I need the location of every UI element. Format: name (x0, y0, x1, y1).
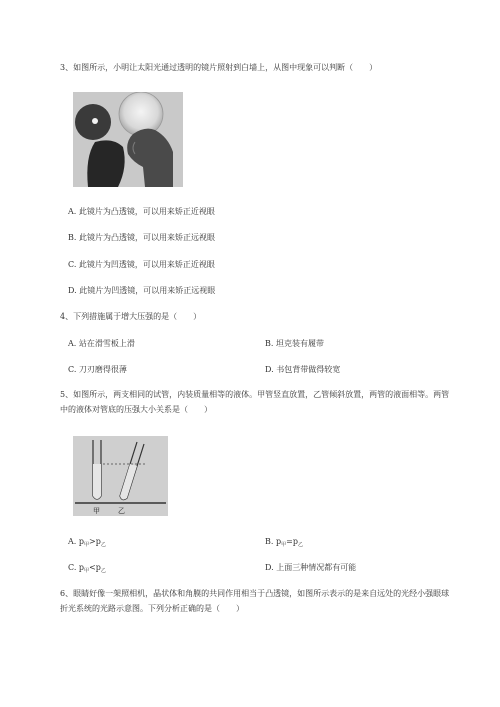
question-6-stem: 6、眼睛好像一架照相机，晶状体和角膜的共同作用相当于凸透镜，如图所示表示的是来自远处的光经小强眼球折光系统的光路示意图。下列分析正确的是（ ） (60, 589, 450, 613)
lens-photo (73, 92, 183, 187)
question-5-option-a[interactable] (68, 535, 106, 552)
question-4-option-b[interactable]: B. 坦克装有履带 (265, 339, 324, 348)
question-4-option-c[interactable]: C. 刀刃磨得很薄 (68, 365, 127, 374)
question-5-option-b[interactable] (265, 535, 303, 552)
question-5-stem: 5、如图所示，两支相同的试管，内装质量相等的液体。甲管竖直放置，乙管倾斜放置，两管的液面相等。两管中的液体对管底的压强大小关系是（ ） (60, 390, 450, 414)
question-3-option-d[interactable]: D. 此镜片为凹透镜，可以用来矫正远视眼 (68, 286, 216, 295)
option-a-relation: >p (89, 537, 101, 546)
option-b-prefix: B. p (265, 537, 282, 546)
tube-label-jia: 甲 (93, 507, 100, 515)
option-b-sub1: 甲 (281, 542, 287, 548)
option-c-sub2: 乙 (100, 568, 106, 574)
test-tubes-figure (73, 436, 168, 516)
option-a-prefix: A. p (68, 537, 84, 546)
option-b-relation: =p (286, 537, 298, 546)
question-3-option-c[interactable]: C. 此镜片为凹透镜，可以用来矫正近视眼 (68, 260, 215, 269)
tube-label-yi: 乙 (118, 507, 125, 515)
question-4-option-a[interactable]: A. 站在滑雪板上滑 (68, 339, 135, 348)
option-a-sub1: 甲 (83, 542, 89, 548)
option-a-sub2: 乙 (100, 542, 106, 548)
option-c-sub1: 甲 (84, 568, 90, 574)
option-c-relation: <p (89, 563, 101, 572)
option-c-prefix: C. p (68, 563, 85, 572)
question-4-option-d[interactable]: D. 书包背带做得较宽 (265, 365, 341, 374)
question-3-option-b[interactable]: B. 此镜片为凸透镜，可以用来矫正远视眼 (68, 233, 215, 242)
option-b-sub2: 乙 (297, 542, 303, 548)
question-4-stem: 4、下列措施属于增大压强的是（ ） (60, 312, 202, 321)
question-5-option-d[interactable]: D. 上面三种情况都有可能 (265, 563, 357, 572)
question-3-stem: 3、如图所示，小明让太阳光通过透明的镜片照射到白墙上，从图中现象可以判断（ ） (60, 63, 378, 72)
question-3-option-a[interactable]: A. 此镜片为凸透镜，可以用来矫正近视眼 (68, 207, 215, 216)
question-5-option-c[interactable] (68, 561, 106, 578)
